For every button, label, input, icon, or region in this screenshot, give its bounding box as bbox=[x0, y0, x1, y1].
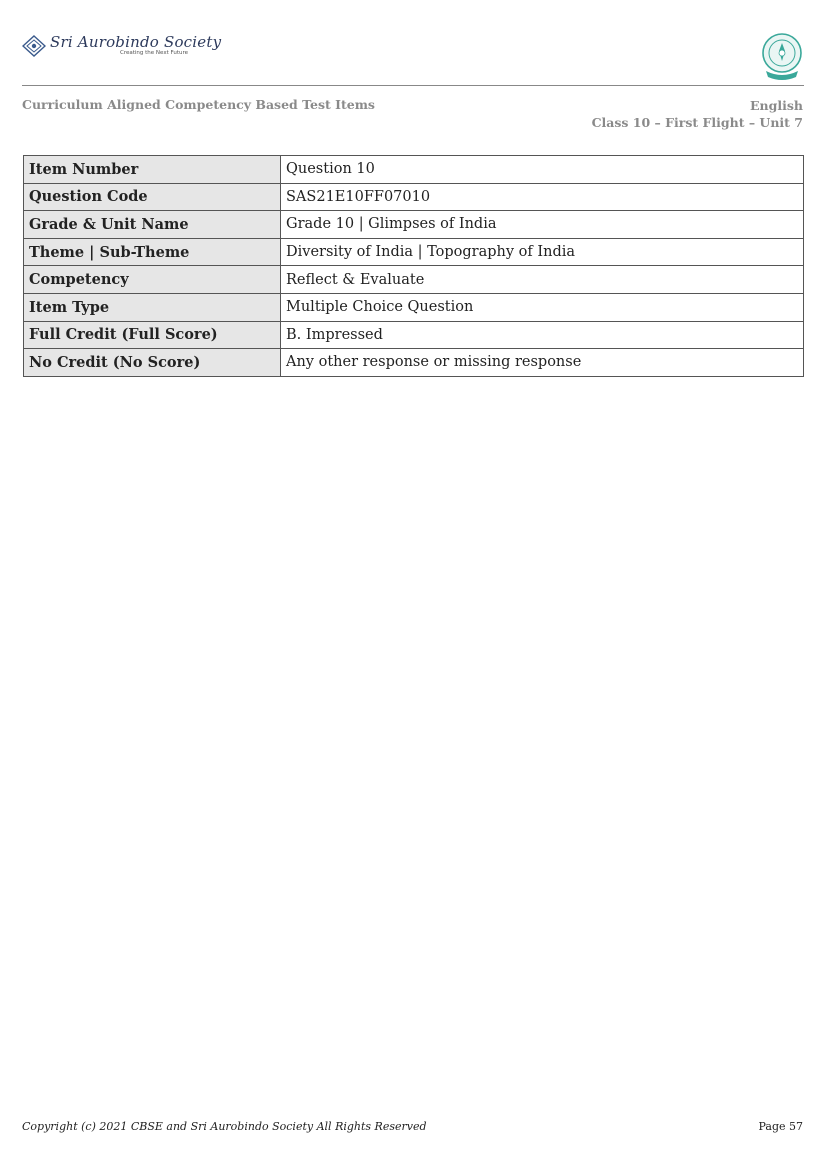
subject-label: English bbox=[750, 98, 803, 113]
no-credit-key: No Credit (No Score) bbox=[24, 349, 281, 377]
logo-name: Sri Aurobindo Society bbox=[50, 33, 222, 52]
cbse-seal-icon bbox=[760, 33, 804, 81]
logo-tagline: Creating the Next Future bbox=[120, 50, 188, 57]
full-credit-key: Full Credit (Full Score) bbox=[24, 321, 281, 349]
copyright-notice: Copyright (c) 2021 CBSE and Sri Aurobindo Society All Rights Reserved bbox=[22, 1120, 427, 1133]
table-row bbox=[24, 183, 804, 211]
competency-key: Competency bbox=[24, 266, 281, 294]
item-type-key: Item Type bbox=[24, 293, 281, 321]
page-number: Page 57 bbox=[758, 1120, 803, 1133]
lotus-emblem-icon bbox=[22, 35, 46, 57]
item-number-value: Question 10 bbox=[281, 156, 804, 184]
table-row bbox=[24, 321, 804, 349]
item-number-key: Item Number bbox=[24, 156, 281, 184]
question-code-key: Question Code bbox=[24, 183, 281, 211]
header-rule bbox=[22, 85, 804, 86]
item-details-table bbox=[23, 155, 804, 377]
item-type-value: Multiple Choice Question bbox=[281, 293, 804, 321]
table-row bbox=[24, 211, 804, 239]
sri-aurobindo-society-logo bbox=[22, 35, 221, 57]
grade-unit-key: Grade & Unit Name bbox=[24, 211, 281, 239]
class-info: Class 10 – First Flight – Unit 7 bbox=[591, 115, 803, 130]
question-code-value: SAS21E10FF07010 bbox=[281, 183, 804, 211]
full-credit-value: B. Impressed bbox=[281, 321, 804, 349]
header-right bbox=[592, 97, 803, 131]
table-row bbox=[24, 266, 804, 294]
theme-key: Theme | Sub-Theme bbox=[24, 238, 281, 266]
grade-unit-value: Grade 10 | Glimpses of India bbox=[281, 211, 804, 239]
no-credit-value: Any other response or missing response bbox=[281, 349, 804, 377]
table-row bbox=[24, 156, 804, 184]
competency-value: Reflect & Evaluate bbox=[281, 266, 804, 294]
table-row bbox=[24, 293, 804, 321]
table-row bbox=[24, 349, 804, 377]
theme-value: Diversity of India | Topography of India bbox=[281, 238, 804, 266]
table-row bbox=[24, 238, 804, 266]
document-title: Curriculum Aligned Competency Based Test Items bbox=[22, 97, 375, 112]
cbse-emblem bbox=[760, 33, 804, 81]
